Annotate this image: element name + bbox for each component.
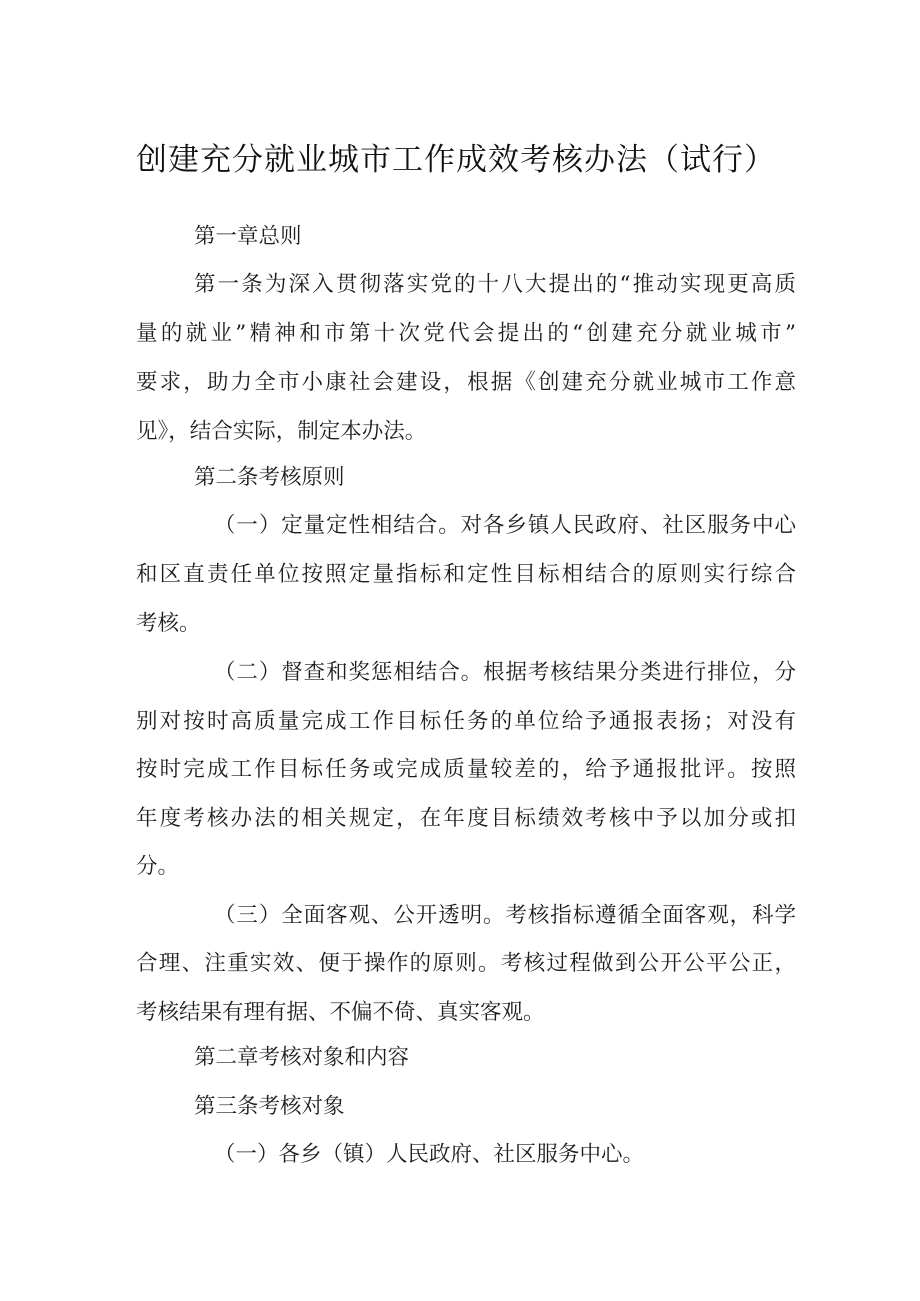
paragraph-line: 和区直责任单位按照定量指标和定性目标相结合的原则实行综合 — [136, 562, 796, 587]
paragraph-line: 考核结果有理有据、不偏不倚、真实客观。 — [136, 1000, 545, 1025]
paragraph-line: 别对按时高质量完成工作目标任务的单位给予通报表扬；对没有 — [136, 709, 796, 734]
paragraph-line: 见》，结合实际，制定本办法。 — [136, 419, 427, 444]
paragraph-line: （一）各乡（镇）人民政府、社区服务中心。 — [214, 1142, 645, 1167]
paragraph-line: （二）督查和奖惩相结合。根据考核结果分类进行排位，分 — [214, 660, 796, 685]
paragraph-line: 年度考核办法的相关规定，在年度目标绩效考核中予以加分或扣 — [136, 806, 796, 831]
paragraph-line: （一）定量定性相结合。对各乡镇人民政府、社区服务中心 — [214, 513, 796, 538]
paragraph-line: 量的就业”精神和市第十次党代会提出的“创建充分就业城市” — [136, 321, 796, 346]
paragraph-line: （三）全面客观、公开透明。考核指标遵循全面客观，科学 — [214, 903, 796, 928]
paragraph-line: 分。 — [136, 854, 180, 879]
paragraph-line: 要求，助力全市小康社会建设，根据《创建充分就业城市工作意 — [136, 370, 796, 395]
paragraph-line: 第一条为深入贯彻落实党的十八大提出的“推动实现更高质 — [194, 272, 796, 297]
chapter-heading-1: 第一章总则 — [194, 224, 302, 249]
paragraph-line: 考核。 — [136, 611, 201, 636]
chapter-heading-2: 第二章考核对象和内容 — [194, 1045, 410, 1070]
document-title: 创建充分就业城市工作成效考核办法（试行） — [136, 142, 776, 178]
article-heading-2: 第二条考核原则 — [194, 465, 345, 490]
paragraph-line: 合理、注重实效、便于操作的原则。考核过程做到公开公平公正， — [136, 951, 796, 976]
article-heading-3: 第三条考核对象 — [194, 1094, 345, 1119]
paragraph-line: 按时完成工作目标任务或完成质量较差的，给予通报批评。按照 — [136, 757, 796, 782]
